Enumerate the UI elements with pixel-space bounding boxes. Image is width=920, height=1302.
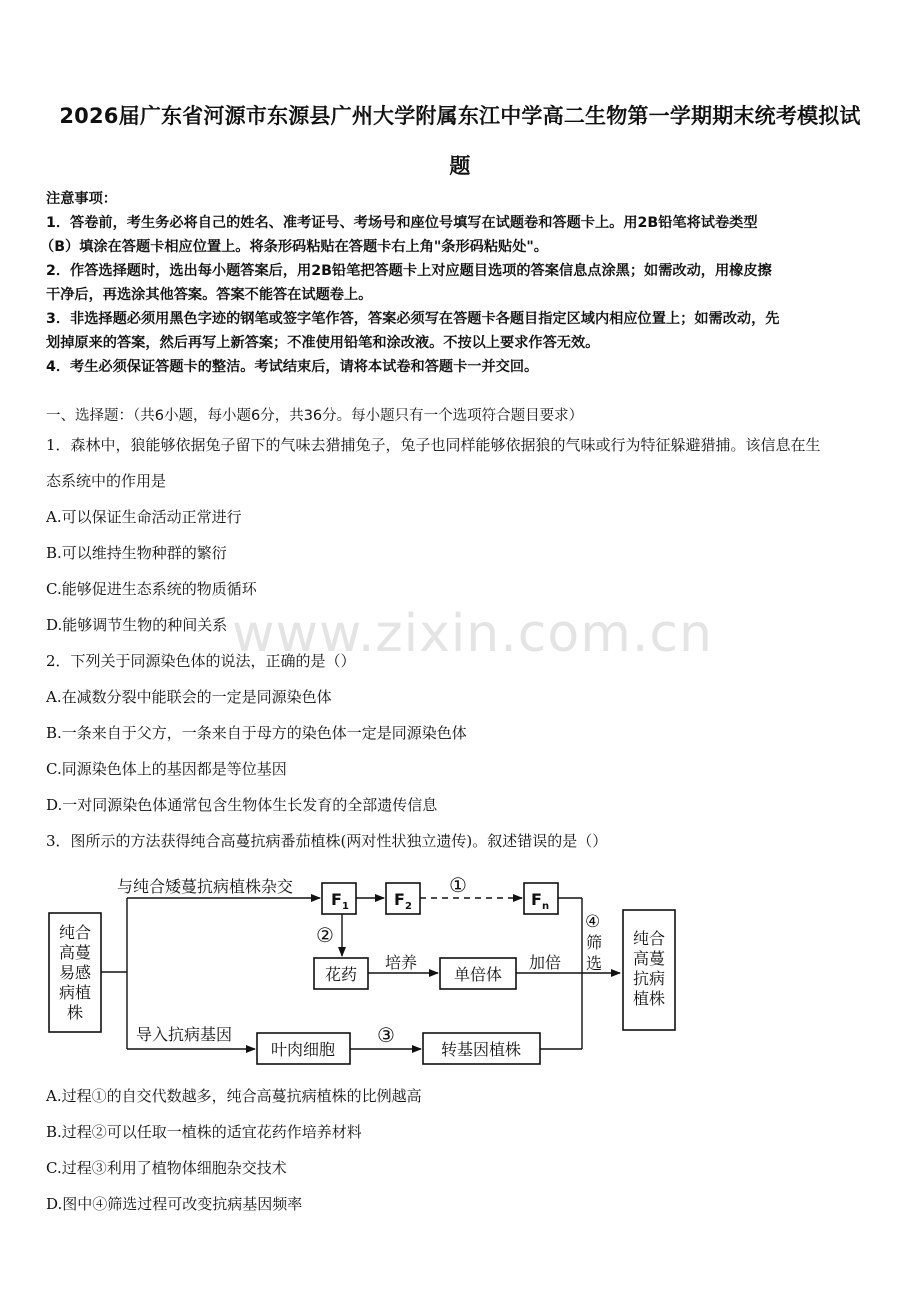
haploid-label: 单倍体 bbox=[453, 965, 503, 984]
notice-line: （B）填涂在答题卡相应位置上。将条形码粘贴在答题卡右上角"条形码粘贴处"。 bbox=[40, 239, 548, 255]
notice-line: 2．作答选择题时，选出每小题答案后，用2B铅笔把答题卡上对应题目选项的答案信息点涂黑；如需改动，用橡皮擦 bbox=[46, 263, 772, 279]
source-plant-label: 株 bbox=[66, 1003, 84, 1022]
f1-label: F bbox=[331, 890, 342, 909]
source-plant-label: 高蔓 bbox=[58, 943, 92, 962]
q3-option-a: A.过程①的自交代数越多，纯合高蔓抗病植株的比例越高 bbox=[46, 1087, 422, 1105]
q3-option-b: B.过程②可以任取一植株的适宜花药作培养材料 bbox=[46, 1123, 362, 1141]
step-3-marker: ③ bbox=[377, 1023, 395, 1047]
target-plant-label: 植株 bbox=[632, 989, 666, 1008]
screen-label: 筛 bbox=[586, 933, 603, 952]
q2-option-c: C.同源染色体上的基因都是等位基因 bbox=[46, 760, 287, 778]
q2-stem: 2．下列关于同源染色体的说法，正确的是（） bbox=[46, 652, 356, 670]
q2-option-a: A.在减数分裂中能联会的一定是同源染色体 bbox=[46, 688, 332, 706]
target-plant-label: 高蔓 bbox=[632, 949, 666, 968]
page-title: 2026届广东省河源市东源县广州大学附属东江中学高二生物第一学期期末统考模拟试 bbox=[59, 104, 861, 128]
notice-line: 4．考生必须保证答题卡的整洁。考试结束后，请将本试卷和答题卡一并交回。 bbox=[46, 359, 539, 375]
step-4-marker: ④ bbox=[585, 912, 601, 932]
anther-label: 花药 bbox=[324, 965, 358, 984]
doubling-label: 加倍 bbox=[529, 953, 562, 972]
mesophyll-label: 叶肉细胞 bbox=[270, 1040, 336, 1059]
watermark: www.zixin.com.cn bbox=[232, 604, 713, 664]
cross-label: 与纯合矮蔓抗病植株杂交 bbox=[117, 877, 294, 896]
source-plant-label: 易感 bbox=[58, 963, 92, 982]
notice-line: 干净后，再选涂其他答案。答案不能答在试题卷上。 bbox=[46, 287, 373, 303]
q2-option-b: B.一条来自于父方，一条来自于母方的染色体一定是同源染色体 bbox=[46, 724, 467, 742]
f2-label: F bbox=[394, 890, 405, 909]
screen-label: 选 bbox=[586, 954, 603, 973]
target-plant-label: 纯合 bbox=[632, 929, 666, 948]
f1-subscript: 1 bbox=[342, 901, 349, 912]
q1-option-d: D.能够调节生物的种间关系 bbox=[46, 616, 228, 634]
q3-stem: 3．图所示的方法获得纯合高蔓抗病番茄植株(两对性状独立遗传)。叙述错误的是（） bbox=[46, 832, 608, 850]
notice-line: 1．答卷前，考生务必将自己的姓名、准考证号、考场号和座位号填写在试题卷和答题卡上。用2B铅笔将试卷类型 bbox=[46, 215, 758, 231]
q1-stem: 1．森林中，狼能够依据兔子留下的气味去猎捕兔子，兔子也同样能够依据狼的气味或行为特征躲避猎捕。该信息在生 bbox=[46, 436, 821, 454]
q1-option-b: B.可以维持生物种群的繁衍 bbox=[46, 544, 227, 562]
fn-label: F bbox=[531, 890, 542, 909]
gene-import-label: 导入抗病基因 bbox=[136, 1025, 233, 1044]
q1-option-a: A.可以保证生命活动正常进行 bbox=[46, 508, 242, 526]
q1-option-c: C.能够促进生态系统的物质循环 bbox=[46, 580, 257, 598]
breeding-flow-diagram bbox=[0, 860, 920, 1075]
page-title-continued: 题 bbox=[449, 154, 471, 178]
q1-stem-cont: 态系统中的作用是 bbox=[46, 472, 167, 490]
q3-option-c: C.过程③利用了植物体细胞杂交技术 bbox=[46, 1159, 287, 1177]
q3-option-d: D.图中④筛选过程可改变抗病基因频率 bbox=[46, 1195, 303, 1213]
source-plant-label: 纯合 bbox=[58, 923, 92, 942]
transgenic-label: 转基因植株 bbox=[440, 1040, 522, 1059]
step-2-marker: ② bbox=[316, 923, 334, 947]
fn-subscript: n bbox=[542, 901, 550, 912]
q2-option-d: D.一对同源染色体通常包含生物体生长发育的全部遗传信息 bbox=[46, 796, 438, 814]
source-plant-label: 病植 bbox=[58, 983, 92, 1002]
target-plant-label: 抗病 bbox=[632, 969, 666, 988]
notice-line: 3．非选择题必须用黑色字迹的钢笔或签字笔作答，答案必须写在答题卡各题目指定区域内相应位置上；如需改动，先 bbox=[46, 311, 780, 327]
step-1-marker: ① bbox=[449, 873, 467, 897]
f2-subscript: 2 bbox=[405, 901, 412, 912]
culture-label: 培养 bbox=[385, 953, 418, 972]
notice-heading: 注意事项： bbox=[46, 191, 117, 207]
section-heading: 一、选择题：（共6小题，每小题6分，共36分。每小题只有一个选项符合题目要求） bbox=[46, 408, 584, 424]
notice-line: 划掉原来的答案，然后再写上新答案；不准使用铅笔和涂改液。不按以上要求作答无效。 bbox=[46, 335, 600, 351]
